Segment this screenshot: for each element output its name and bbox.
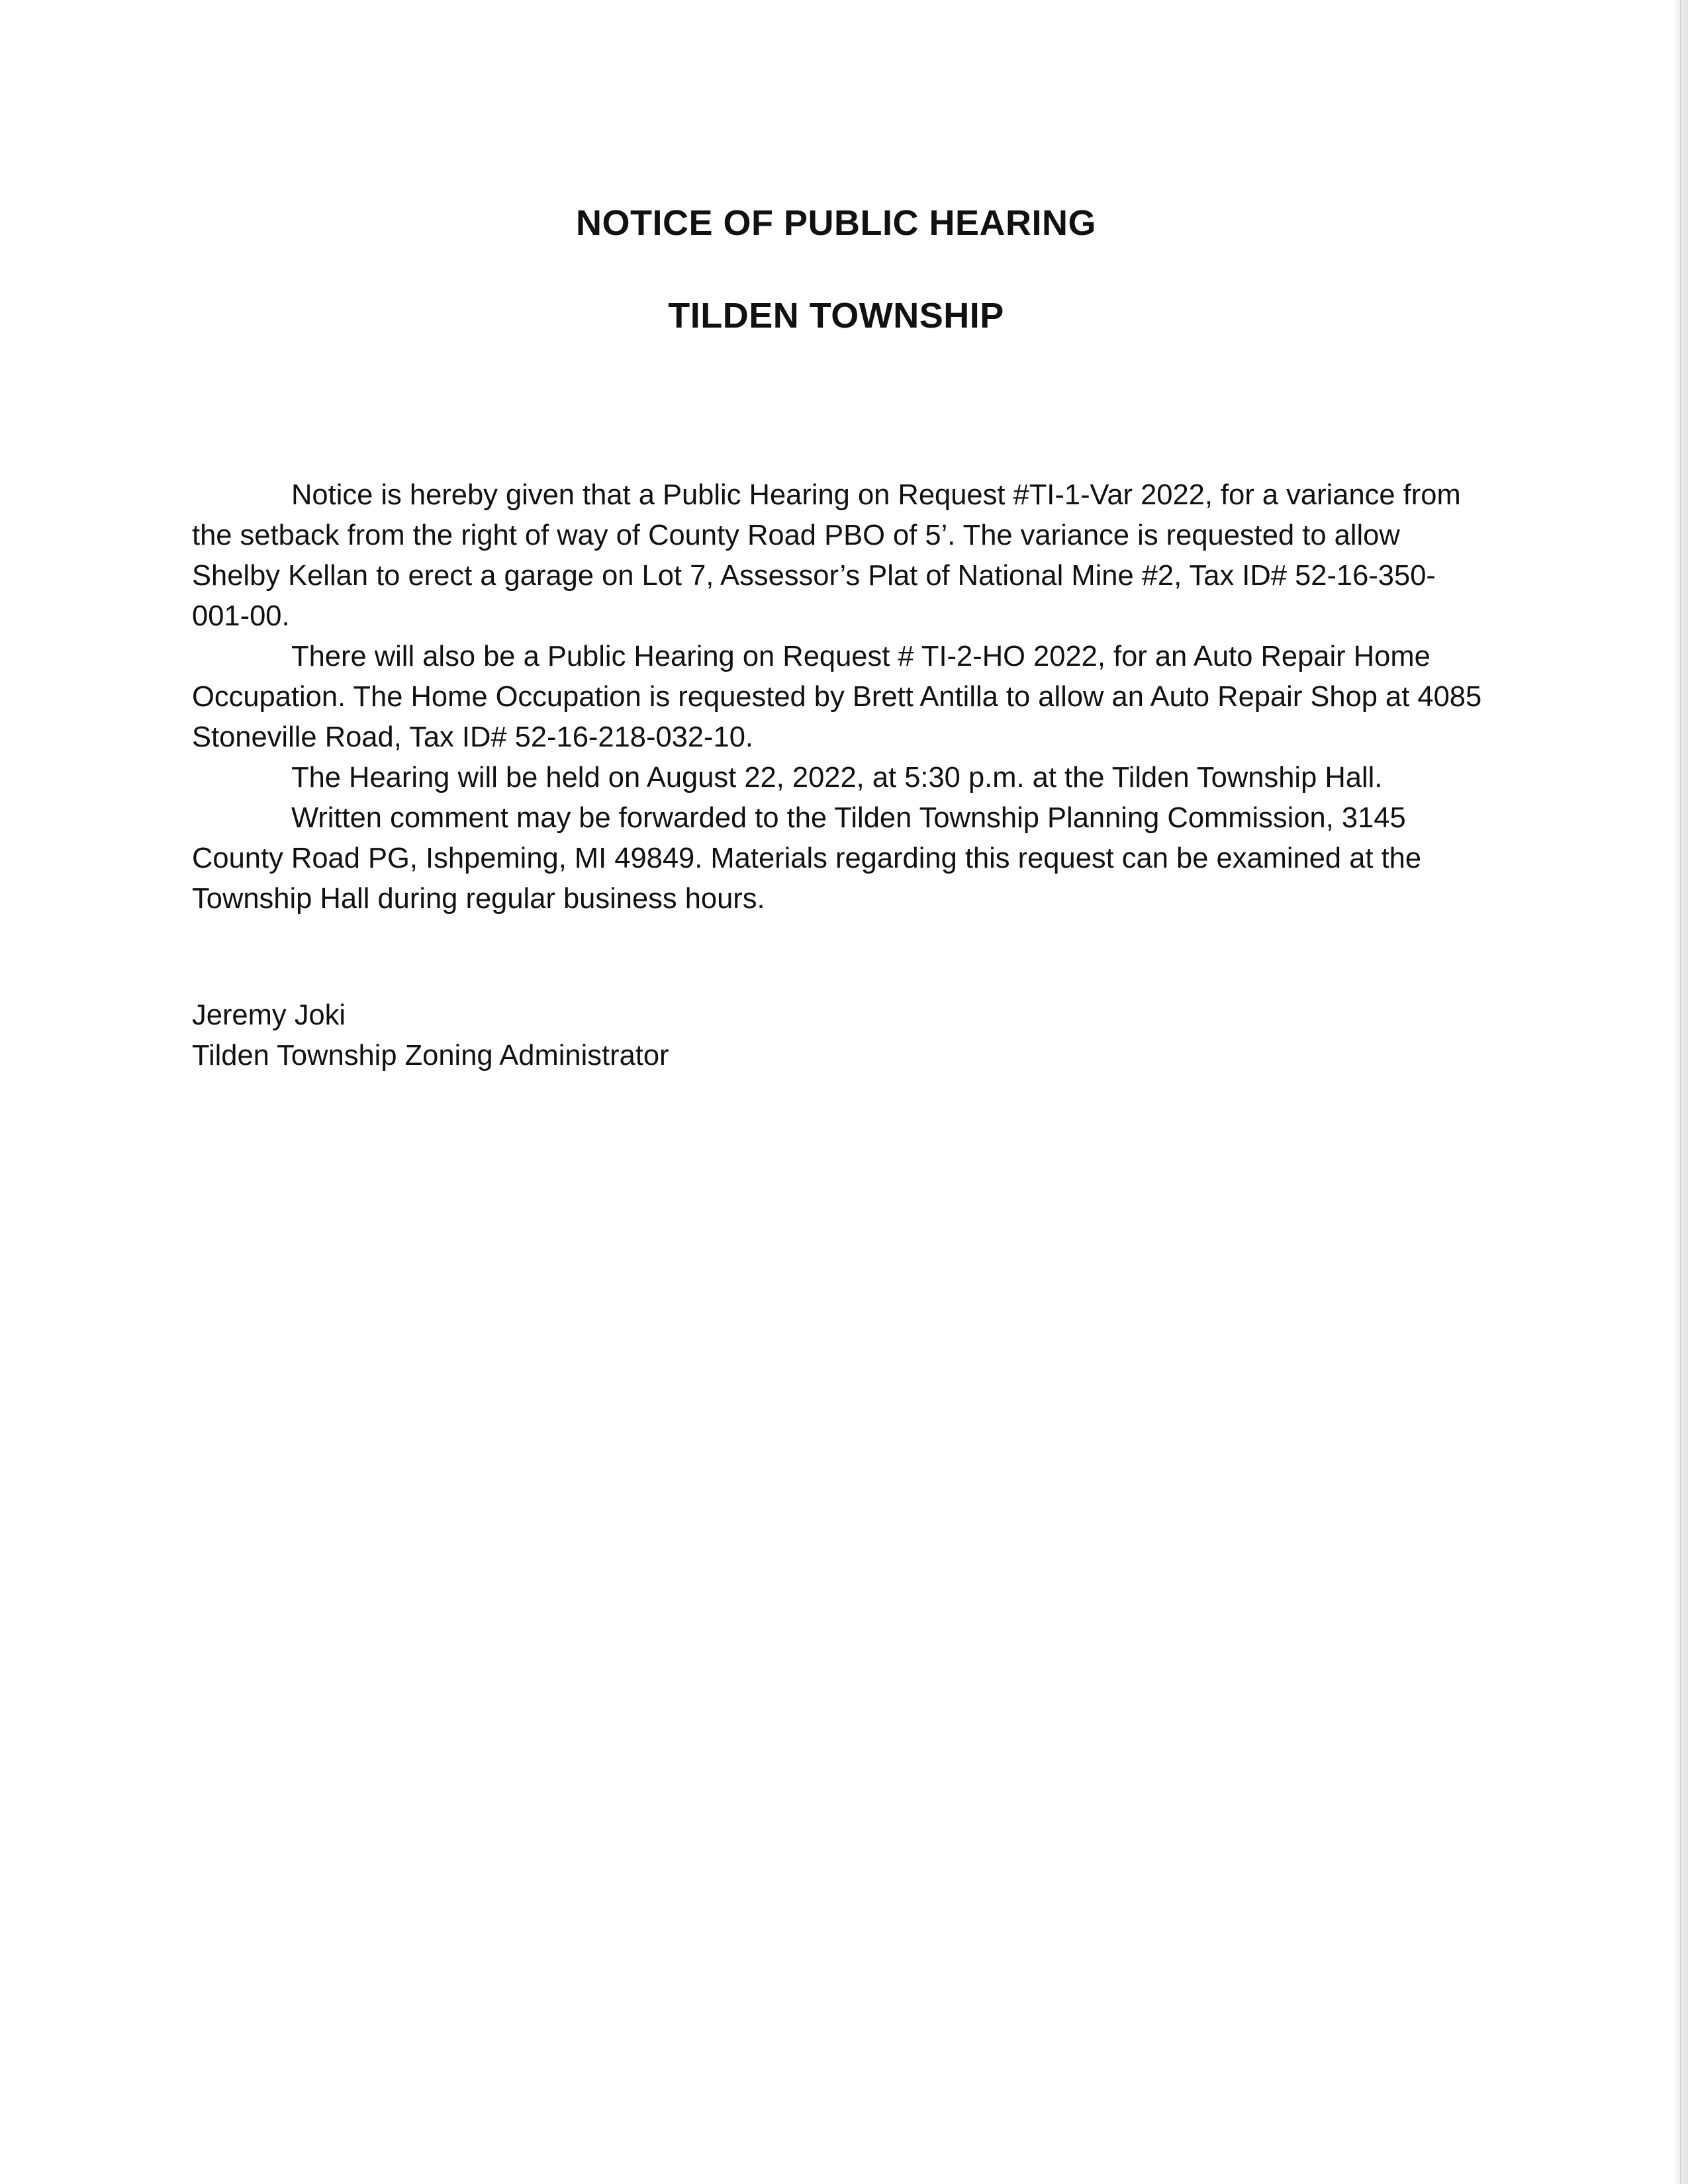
paragraph-variance-request: Notice is hereby given that a Public Hearing on Request #TI-1-Var 2022, for a variance from the setback from the right of way of County Road PBO of 5’. The variance is requested to allow Shelby Kellan to erect a garage on Lot 7, Assessor’s Plat of National Mine #2, Tax ID# 52-16-350-001-00. xyxy=(192,479,1461,632)
paragraph-home-occupation-request: There will also be a Public Hearing on Request # TI-2-HO 2022, for an Auto Repair Home Occupation. The Home Occupation is requested by Brett Antilla to allow an Auto Repair Shop at 4085 Stoneville Road, Tax ID# 52-16-218-032-10. xyxy=(192,641,1482,753)
township-heading: TILDEN TOWNSHIP xyxy=(668,296,1004,336)
signature-block xyxy=(192,995,1185,1076)
signatory-name: Jeremy Joki xyxy=(192,999,346,1031)
signatory-title: Tilden Township Zoning Administrator xyxy=(192,1040,669,1071)
paragraph-written-comment: Written comment may be forwarded to the Tilden Township Planning Commission, 3145 County Road PG, Ishpeming, MI 49849. Materials regarding this request can be examined at the Township Hall during regular business hours. xyxy=(192,802,1422,915)
notice-title: NOTICE OF PUBLIC HEARING xyxy=(575,203,1096,243)
notice-body xyxy=(192,475,1489,919)
paragraph-hearing-date: The Hearing will be held on August 22, 2022, at 5:30 p.m. at the Tilden Township Hall. xyxy=(291,762,1383,794)
scan-edge-line xyxy=(1680,0,1681,2184)
